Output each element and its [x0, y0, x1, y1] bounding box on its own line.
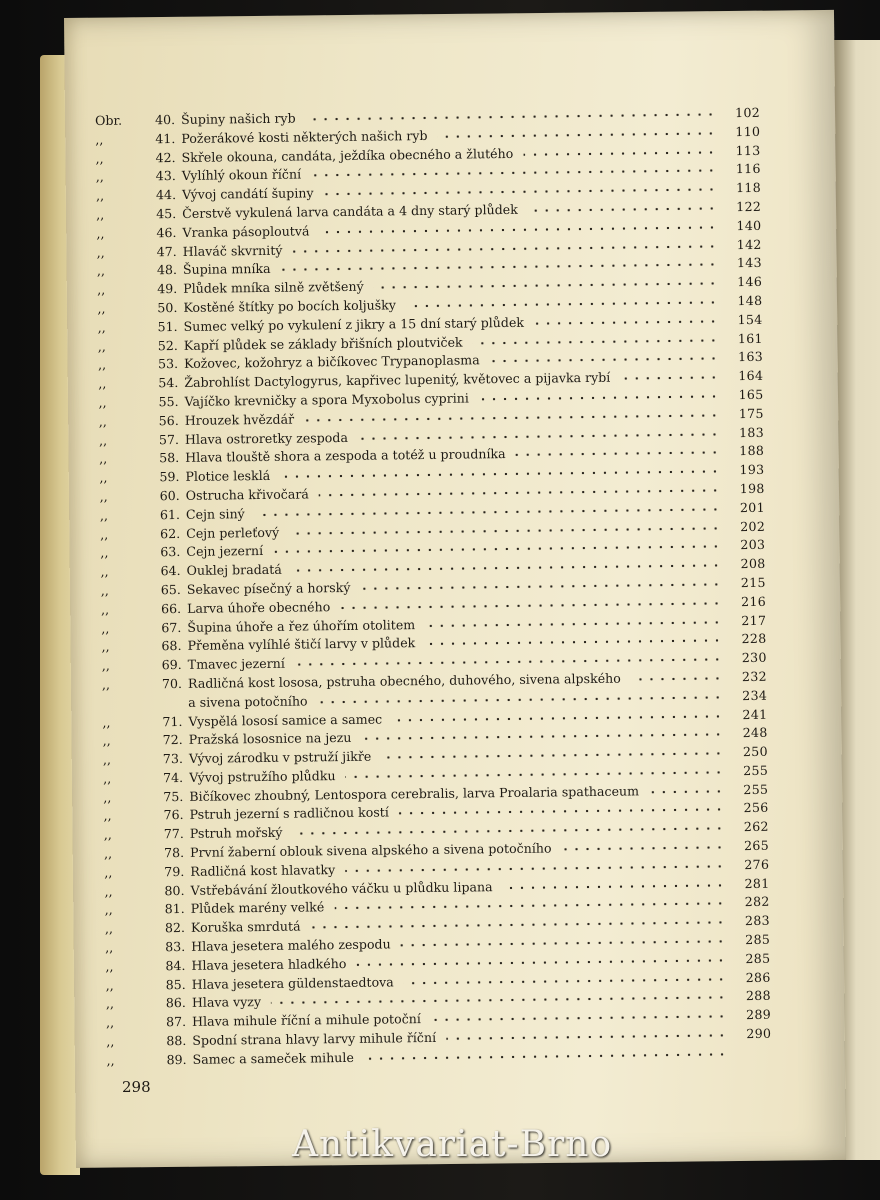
dot-leader — [399, 808, 725, 816]
figure-number: 42. — [155, 149, 176, 165]
dot-leader — [446, 1033, 727, 1040]
figure-number: 83. — [165, 939, 186, 955]
figure-title: Tmavec jezerní — [187, 655, 285, 673]
figure-prefix: ,, — [106, 1052, 115, 1068]
figure-title: Hlava jesetera hladkého — [191, 955, 347, 973]
figure-prefix: ,, — [102, 714, 111, 730]
figure-page: 281 — [744, 875, 770, 891]
figure-title: Ostrucha křivočará — [185, 486, 309, 503]
figure-prefix: ,, — [101, 639, 110, 655]
figure-prefix: ,, — [99, 488, 108, 504]
figure-page: 255 — [743, 781, 769, 797]
figure-title: Larva úhoře obecného — [186, 598, 331, 616]
figure-title: Hlava mihule říční a mihule potoční — [192, 1011, 421, 1030]
figure-page: 164 — [738, 368, 764, 384]
figure-page: 285 — [745, 931, 771, 948]
figure-title: Hlava jesetera malého zespodu — [191, 936, 391, 954]
figure-title: Hlava jesetera güldenstaedtova — [191, 974, 394, 992]
figure-number: 70. — [161, 675, 183, 692]
figure-number: 41. — [155, 130, 176, 147]
figure-prefix: ,, — [98, 394, 107, 410]
figure-number: 76. — [163, 807, 184, 823]
figure-title: Cejn siný — [185, 505, 245, 522]
figure-title: Sumec velký po vykulení z jikry a 15 dní starý plůdek — [183, 314, 525, 334]
dot-leader — [289, 526, 721, 535]
figure-title: Kožovec, kožohryz a bičíkovec Trypanoplasma — [183, 352, 480, 372]
figure-number: 77. — [163, 826, 184, 842]
figure-prefix: ,, — [104, 883, 113, 899]
figure-prefix: Obr. — [95, 112, 123, 128]
figure-prefix: ,, — [96, 225, 105, 241]
dot-leader — [373, 282, 718, 290]
figure-page: 228 — [741, 631, 767, 647]
figure-number: 50. — [157, 299, 178, 316]
figure-page: 102 — [735, 104, 761, 121]
figure-prefix: ,, — [103, 789, 112, 805]
figure-title: Spodní strana hlavy larvy mihule říční — [192, 1029, 437, 1048]
figure-title: Kapří plůdek se základy břišních ploutviček — [183, 334, 463, 353]
figure-prefix: ,, — [95, 169, 104, 185]
figure-page: 216 — [740, 593, 767, 609]
dot-leader — [345, 770, 724, 779]
figure-number: 81. — [164, 901, 185, 917]
dot-leader — [425, 620, 722, 628]
figure-title: Čerstvě vykulená larva candáta a 4 dny starý plůdek — [182, 201, 518, 221]
figure-page: 248 — [742, 725, 768, 741]
figure-page: 142 — [736, 236, 762, 252]
figure-prefix: ,, — [98, 432, 108, 448]
dot-leader — [649, 789, 724, 794]
figure-number: 52. — [157, 337, 178, 353]
dot-leader — [426, 639, 723, 647]
figure-number: 80. — [164, 882, 185, 898]
dot-leader — [292, 564, 722, 573]
figure-page: 217 — [741, 612, 767, 628]
figure-title: Skřele okouna, candáta, ježdíka obecného a žlutého — [181, 145, 514, 165]
figure-page: 234 — [742, 687, 768, 703]
figure-prefix: ,, — [101, 657, 110, 674]
dot-leader — [273, 545, 721, 554]
figure-prefix: ,, — [100, 582, 109, 598]
figure-page: 250 — [742, 743, 768, 760]
figure-prefix: ,, — [103, 845, 113, 862]
figure-number: 65. — [160, 581, 181, 598]
figure-number: 86. — [165, 995, 186, 1011]
figure-number: 45. — [156, 205, 177, 222]
figure-title: Vylíhlý okoun říční — [181, 166, 302, 184]
figure-title: Hlava ostroretky zespoda — [184, 429, 348, 447]
figure-prefix: ,, — [103, 827, 112, 843]
figure-prefix: ,, — [99, 451, 108, 467]
figure-page: 256 — [743, 800, 769, 816]
figure-title: Pstruh jezerní s radličnou kostí — [189, 804, 389, 823]
figure-number: 62. — [160, 525, 181, 541]
figure-title: Samec a sameček mihule — [192, 1049, 354, 1067]
figure-page: 154 — [737, 311, 763, 327]
dot-leader — [345, 864, 725, 873]
figure-title: Plůdek mníka silně zvětšený — [183, 278, 364, 297]
figure-number: 88. — [166, 1033, 187, 1049]
dot-leader — [490, 357, 719, 364]
figure-number: 67. — [161, 619, 182, 635]
figure-prefix: ,, — [99, 470, 108, 486]
figure-title: Bičíkovec zhoubný, Lentospora cerebralis, larva Proalaria spathaceum — [189, 783, 640, 804]
figure-page: 262 — [743, 819, 769, 835]
figure-number: 54. — [158, 375, 179, 391]
figure-title: Pražská lososnice na jezu — [188, 730, 352, 748]
figure-number: 43. — [155, 168, 176, 184]
dot-leader — [631, 676, 723, 681]
figure-page: 143 — [736, 255, 762, 271]
figure-number: 84. — [165, 957, 186, 974]
dot-leader — [311, 169, 717, 178]
dot-leader — [381, 751, 724, 759]
figure-page: 122 — [736, 198, 762, 215]
figure-prefix: ,, — [105, 939, 114, 955]
figure-page: 148 — [737, 292, 763, 309]
figure-number: 59. — [159, 469, 180, 485]
figure-page: 165 — [738, 386, 764, 403]
dot-leader — [502, 883, 725, 890]
dot-leader — [406, 300, 718, 308]
figure-prefix: ,, — [105, 996, 115, 1012]
figure-number: 51. — [157, 318, 178, 335]
figure-number: 61. — [159, 506, 181, 522]
figure-title: Vajíčko krevničky a spora Myxobolus cyprini — [184, 390, 469, 409]
figure-page: 161 — [737, 330, 763, 346]
figure-page: 188 — [739, 443, 765, 459]
figure-page: 175 — [738, 405, 764, 421]
figure-prefix: ,, — [101, 620, 110, 636]
figure-number: 72. — [162, 732, 183, 748]
figure-title: Cejn perleťový — [186, 524, 280, 541]
figure-page: 285 — [745, 950, 771, 966]
figure-title: Plůdek marény velké — [190, 899, 325, 917]
figure-title: Šupina mníka — [182, 261, 271, 278]
figure-page: 203 — [740, 537, 766, 553]
page-number: 298 — [122, 1078, 151, 1096]
figure-number: 60. — [159, 487, 180, 504]
figure-page: 288 — [745, 988, 771, 1004]
figure-prefix: ,, — [100, 563, 109, 580]
figure-page: 289 — [746, 1007, 772, 1023]
dot-leader — [400, 939, 726, 947]
figure-prefix: ,, — [99, 507, 109, 523]
figure-page: 283 — [744, 913, 771, 929]
figure-number: 69. — [161, 657, 182, 673]
dot-leader — [534, 319, 719, 325]
dot-leader — [255, 507, 721, 517]
dot-leader — [311, 921, 726, 930]
figure-prefix: ,, — [96, 244, 105, 260]
figure-page: 193 — [739, 461, 765, 478]
figure-prefix: ,, — [100, 526, 109, 542]
figure-page: 163 — [737, 349, 764, 365]
dot-leader — [340, 601, 722, 610]
figure-prefix: ,, — [98, 376, 107, 392]
dot-leader — [437, 131, 716, 138]
dot-leader — [319, 225, 717, 234]
figure-prefix: ,, — [104, 864, 113, 880]
dot-leader — [306, 112, 716, 121]
figure-list — [95, 104, 772, 1071]
figure-title: Hlava vyzy — [191, 994, 262, 1011]
figure-title: Kostěné štítky po bocích koljušky — [183, 297, 397, 315]
figure-page: 113 — [735, 142, 761, 158]
figure-prefix: ,, — [96, 206, 105, 222]
figure-title: Koruška smrdutá — [190, 918, 301, 936]
figure-prefix: ,, — [97, 282, 106, 298]
figure-title: První žaberní oblouk sivena alpského a sivena potočního — [189, 840, 552, 860]
figure-page: 241 — [742, 706, 768, 722]
figure-number: 53. — [157, 356, 179, 372]
figure-page: 118 — [735, 180, 762, 196]
dot-leader — [561, 845, 725, 851]
figure-title: Hlava tlouště shora a zespoda a totéž u proudníka — [185, 446, 506, 466]
figure-prefix: ,, — [102, 751, 112, 768]
figure-page: 255 — [743, 762, 769, 779]
dot-leader — [358, 432, 720, 440]
dot-leader — [304, 413, 720, 422]
figure-number: 47. — [156, 243, 177, 259]
figure-prefix: ,, — [103, 770, 112, 786]
figure-title: Pstruh mořský — [189, 825, 283, 842]
figure-title: Žabrohlíst Dactylogyrus, kapřivec lupenitý, květovec a pijavka rybí — [184, 369, 611, 391]
figure-prefix: ,, — [95, 150, 104, 166]
figure-number: 87. — [165, 1014, 187, 1030]
figure-title: Vstřebávání žloutkového váčku u plůdku lipana — [190, 878, 493, 898]
dot-leader — [324, 188, 717, 197]
figure-page: 265 — [743, 837, 770, 854]
figure-prefix: ,, — [97, 300, 106, 316]
figure-page: 201 — [739, 499, 765, 515]
dot-leader — [281, 263, 718, 272]
figure-number: 68. — [161, 638, 182, 654]
figure-title: Vranka pásoploutvá — [182, 223, 310, 240]
figure-number: 44. — [155, 187, 177, 203]
figure-title: Hrouzek hvězdář — [184, 411, 295, 428]
figure-prefix: ,, — [104, 921, 114, 937]
figure-page: 202 — [740, 518, 766, 534]
figure-title: Hlaváč skvrnitý — [182, 242, 283, 259]
figure-title: a sivena potočního — [188, 693, 308, 710]
dot-leader — [361, 582, 722, 590]
figure-number: 66. — [160, 600, 182, 616]
figure-prefix: ,, — [100, 545, 109, 561]
figure-number: 75. — [163, 788, 184, 804]
figure-number: 48. — [156, 262, 178, 278]
figure-prefix: ,, — [101, 676, 111, 692]
watermark: Antikvariat-Brno — [292, 1124, 613, 1165]
dot-leader — [319, 488, 721, 497]
dot-leader — [364, 1052, 728, 1060]
figure-title: Vývoj pstružího plůdku — [189, 768, 336, 785]
figure-title: Vývoj zárodku v pstruží jikře — [188, 748, 372, 766]
figure-prefix: ,, — [105, 977, 114, 993]
figure-page: 232 — [741, 668, 768, 685]
figure-number: 55. — [158, 393, 179, 410]
figure-number: 49. — [157, 281, 178, 297]
figure-number: 56. — [158, 412, 179, 428]
dot-leader — [473, 338, 719, 345]
dot-leader — [524, 150, 717, 156]
figure-number: 85. — [165, 976, 186, 992]
figure-prefix: ,, — [104, 902, 113, 918]
figure-title: Šupiny našich ryb — [181, 110, 296, 127]
figure-prefix: ,, — [106, 1015, 115, 1031]
figure-page: 146 — [737, 274, 763, 290]
figure-number: 73. — [162, 751, 183, 767]
dot-leader — [317, 695, 723, 704]
figure-title: Přeměna vylíhlé štičí larvy v plůdek — [187, 635, 416, 654]
figure-prefix: ,, — [97, 338, 106, 354]
figure-title: Radličná kost hlavatky — [190, 861, 336, 879]
figure-title: Požerákové kosti některých našich ryb — [181, 127, 428, 146]
figure-number: 64. — [160, 563, 181, 579]
figure-prefix: ,, — [105, 958, 114, 974]
figure-number: 58. — [159, 450, 180, 466]
dot-leader — [356, 958, 726, 967]
figure-number: 46. — [156, 224, 177, 241]
figure-prefix: ,, — [95, 188, 105, 204]
figure-number: 63. — [160, 544, 181, 560]
figure-number: 57. — [158, 431, 180, 447]
figure-prefix: ,, — [100, 601, 110, 617]
figure-title: Radličná kost lososa, pstruha obecného, duhového, sivena alpského — [187, 670, 621, 691]
dot-leader — [431, 1015, 727, 1023]
dot-leader — [271, 996, 727, 1006]
figure-page: 116 — [735, 161, 761, 177]
figure-number: 40. — [154, 112, 176, 128]
figure-page: 140 — [736, 217, 762, 233]
dot-leader — [335, 902, 726, 911]
figure-page: 198 — [739, 480, 765, 497]
figure-title: Šupina úhoře a řez úhořím otolitem — [187, 616, 416, 635]
dot-leader — [280, 470, 720, 479]
dot-leader — [293, 827, 725, 836]
dot-leader — [392, 714, 723, 722]
figure-title: Cejn jezerní — [186, 543, 264, 560]
figure-number: 74. — [163, 769, 184, 786]
figure-prefix: ,, — [97, 319, 106, 335]
dot-leader — [404, 977, 727, 985]
figure-prefix: ,, — [96, 263, 106, 279]
figure-title: Vyspělá lososí samice a samec — [188, 711, 383, 729]
figure-number: 89. — [166, 1051, 187, 1068]
figure-title: Vývoj candátí šupiny — [181, 185, 314, 203]
figure-page: 110 — [735, 123, 761, 139]
dot-leader — [528, 206, 717, 212]
dot-leader — [479, 394, 720, 401]
figure-number: 78. — [163, 845, 185, 861]
figure-prefix: ,, — [97, 357, 107, 373]
dot-leader — [293, 244, 718, 253]
figure-number: 71. — [162, 713, 183, 729]
figure-title: Ouklej bradatá — [186, 561, 282, 579]
figure-page: 290 — [746, 1025, 772, 1042]
figure-title: Plotice lesklá — [185, 468, 271, 485]
figure-page: 282 — [744, 894, 770, 910]
figure-prefix: ,, — [102, 733, 111, 749]
figure-prefix: ,, — [95, 131, 104, 147]
figure-number: 79. — [164, 863, 185, 880]
dot-leader — [515, 451, 720, 458]
figure-title: Sekavec písečný a horský — [186, 579, 351, 597]
figure-page: 230 — [741, 649, 767, 666]
figure-prefix: ,, — [98, 413, 107, 429]
figure-page: 276 — [744, 856, 770, 872]
figure-number: 82. — [164, 920, 186, 936]
figure-prefix: ,, — [106, 1033, 115, 1049]
dot-leader — [295, 657, 723, 666]
figure-page: 208 — [740, 555, 766, 572]
figure-prefix: ,, — [103, 808, 112, 824]
figure-page: 215 — [740, 574, 766, 591]
figure-page: 183 — [738, 424, 765, 440]
dot-leader — [620, 376, 719, 381]
figure-page: 286 — [745, 969, 771, 985]
dot-leader — [362, 733, 724, 741]
